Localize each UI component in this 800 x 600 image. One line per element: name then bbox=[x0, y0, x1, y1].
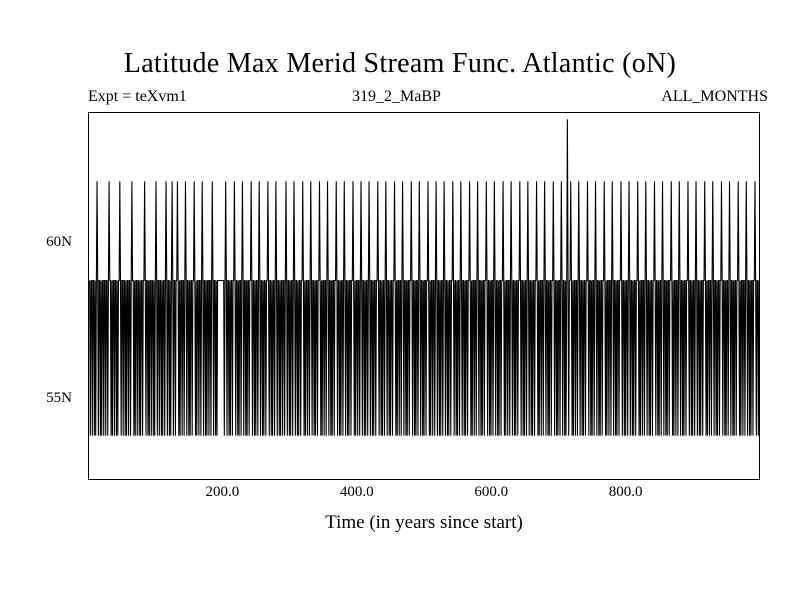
time-series-line bbox=[89, 113, 759, 479]
y-axis-tick-label: 60N bbox=[46, 233, 72, 250]
x-axis-labels bbox=[88, 484, 760, 508]
months-label: ALL_MONTHS bbox=[661, 88, 768, 105]
page-title: Latitude Max Merid Stream Func. Atlantic (oN) bbox=[123, 48, 677, 79]
plot-area bbox=[88, 112, 760, 480]
x-axis-tick-label: 600.0 bbox=[474, 484, 509, 500]
experiment-label: Expt = teXvm1 bbox=[88, 88, 187, 105]
y-axis-labels bbox=[20, 112, 82, 480]
y-axis-tick-label: 55N bbox=[46, 389, 72, 406]
x-axis-tick-label: 400.0 bbox=[339, 484, 374, 500]
x-axis-title: Time (in years since start) bbox=[325, 512, 523, 533]
x-axis-tick-label: 200.0 bbox=[205, 484, 240, 500]
subtitle-row bbox=[88, 88, 768, 108]
dataset-label: 319_2_MaBP bbox=[352, 88, 441, 105]
x-axis-tick-label: 800.0 bbox=[608, 484, 643, 500]
